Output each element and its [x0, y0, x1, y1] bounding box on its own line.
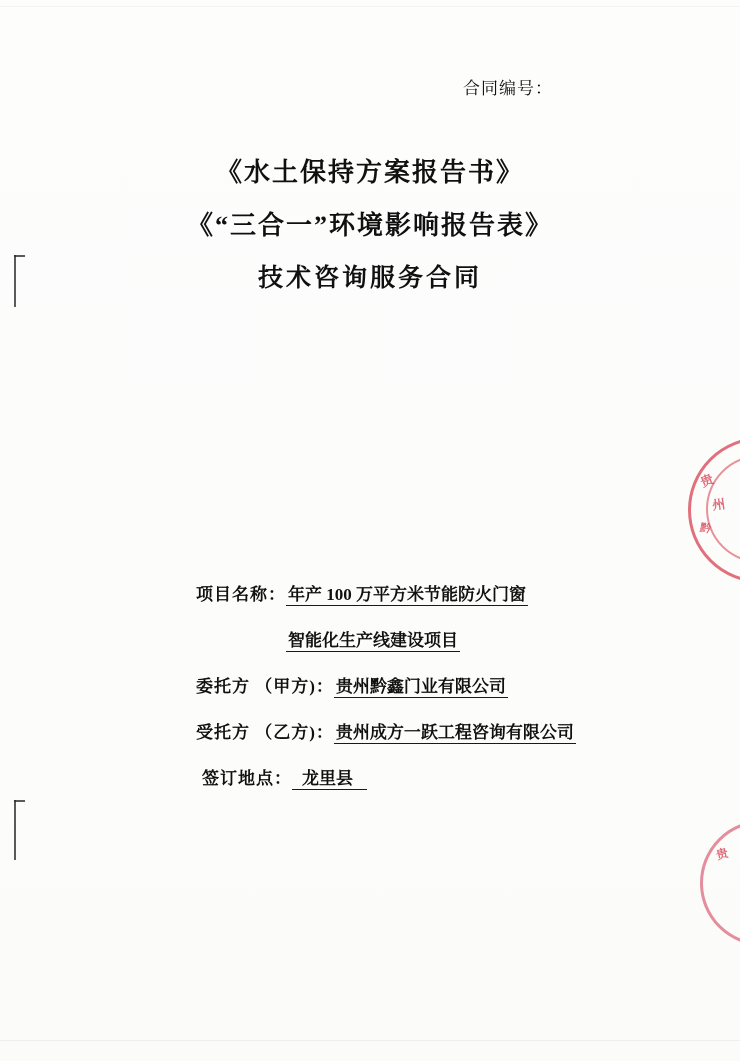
field-project-name-continued	[286, 632, 666, 649]
seal-text-fragment-2: 州	[711, 496, 728, 513]
field-project-name-value: 年产 100 万平方米节能防火门窗	[288, 585, 526, 604]
field-party-b	[196, 724, 666, 741]
field-party-a	[196, 678, 666, 695]
field-party-b-value: 贵州成方一跃工程咨询有限公司	[335, 723, 574, 742]
contract-number-label: 合同编号：	[463, 79, 553, 98]
field-signing-place-value: 龙里县	[292, 769, 367, 790]
title-line-1: 《水土保持方案报告书》	[215, 158, 524, 187]
field-project-name-value-line2: 智能化生产线建设项目	[288, 631, 458, 650]
scan-edge-mark-upper	[14, 255, 16, 307]
field-project-name-label: 项目名称：	[196, 585, 286, 604]
field-signing-place	[202, 770, 666, 787]
scan-edge-mark-upper-cap	[14, 255, 25, 257]
seal-bottom-text-fragment: 贵	[714, 845, 731, 863]
company-seal-bottom-icon	[700, 820, 740, 946]
seal-text-fragment-1: 贵	[698, 470, 717, 491]
seal-text-fragment-3: 黔	[698, 522, 713, 536]
title-line-3: 技术咨询服务合同	[257, 265, 482, 292]
field-party-a-value: 贵州黔鑫门业有限公司	[335, 677, 506, 696]
field-party-a-label: 委托方 （甲方)：	[196, 677, 334, 696]
field-signing-place-label: 签订地点：	[202, 769, 292, 788]
scan-artifact-bottom	[0, 1040, 740, 1041]
document-title-block	[0, 160, 740, 318]
scan-artifact-top	[0, 6, 740, 7]
title-line-2: 《“三合一”环境影响报告表》	[186, 211, 553, 240]
field-project-name	[196, 586, 666, 603]
field-party-b-label: 受托方 （乙方)：	[196, 723, 334, 742]
scan-edge-mark-lower-cap	[14, 800, 25, 802]
contract-info-block	[196, 586, 666, 816]
scan-edge-mark-lower	[14, 800, 16, 860]
